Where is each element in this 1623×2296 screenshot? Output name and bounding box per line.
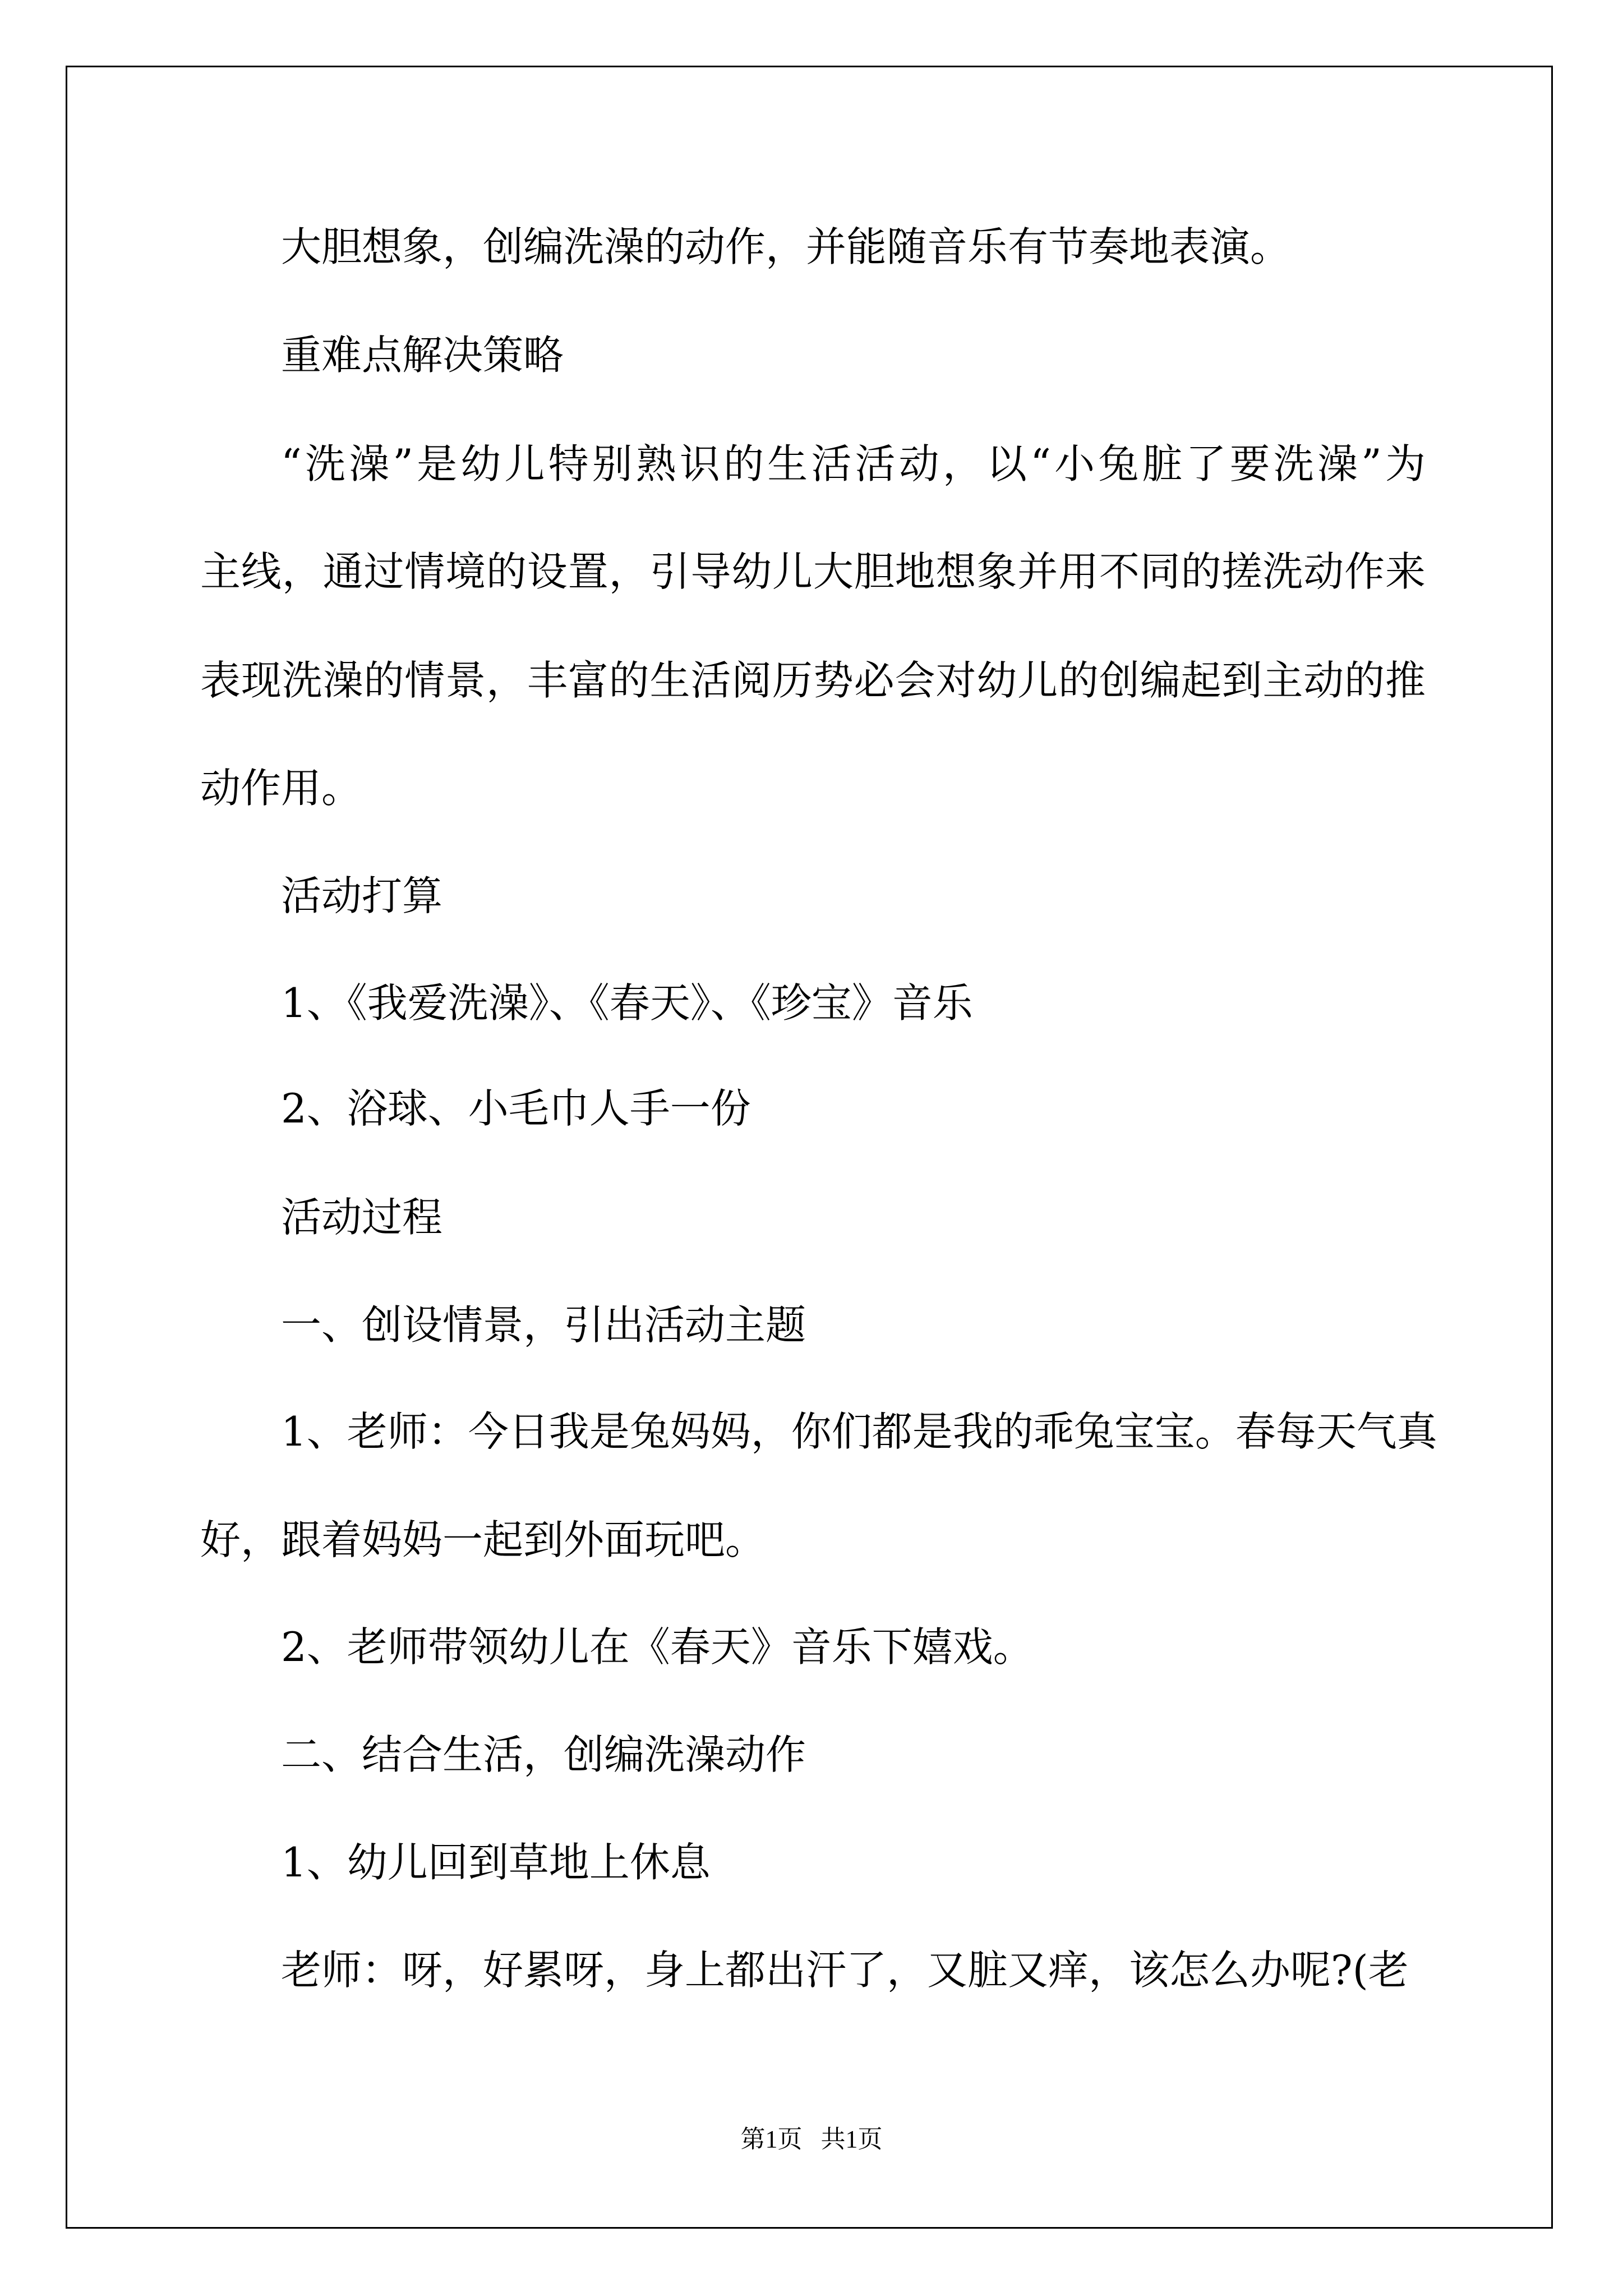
section-heading: 一、创设情景，引出活动主题: [281, 1301, 806, 1349]
section-heading: 重难点解决策略: [281, 332, 564, 379]
body-line: 动作用。: [200, 765, 362, 812]
body-line: 好，跟着妈妈一起到外面玩吧。: [200, 1516, 766, 1563]
body-line: “洗澡”是幼儿特别熟识的生活活动，以“小兔脏了要洗澡”为: [281, 440, 1426, 487]
list-item: 2、浴球、小毛巾人手一份: [281, 1085, 751, 1132]
section-heading: 活动打算: [281, 872, 443, 919]
list-item: 1、幼儿回到草地上休息: [281, 1839, 711, 1886]
body-line: 主线，通过情境的设置，引导幼儿大胆地想象并用不同的搓洗动作来: [200, 548, 1426, 595]
list-item: 1、老师：今日我是兔妈妈，你们都是我的乖兔宝宝。春每天气真: [281, 1408, 1437, 1455]
section-heading: 活动过程: [281, 1194, 443, 1241]
page-border: [66, 66, 1553, 2229]
page-number: 第1页 共1页: [740, 2125, 883, 2153]
body-line: 老师：呀，好累呀，身上都出汗了，又脏又痒，该怎么办呢?(老: [281, 1947, 1409, 1994]
section-heading: 二、结合生活，创编洗澡动作: [281, 1731, 806, 1778]
body-line: 大胆想象，创编洗澡的动作，并能随音乐有节奏地表演。: [281, 223, 1291, 270]
body-line: 表现洗澡的情景，丰富的生活阅历势必会对幼儿的创编起到主动的推: [200, 657, 1426, 704]
list-item: 2、老师带领幼儿在《春天》音乐下嬉戏。: [281, 1623, 1034, 1671]
list-item: 1、《我爱洗澡》、《春天》、《珍宝》音乐: [281, 979, 973, 1027]
